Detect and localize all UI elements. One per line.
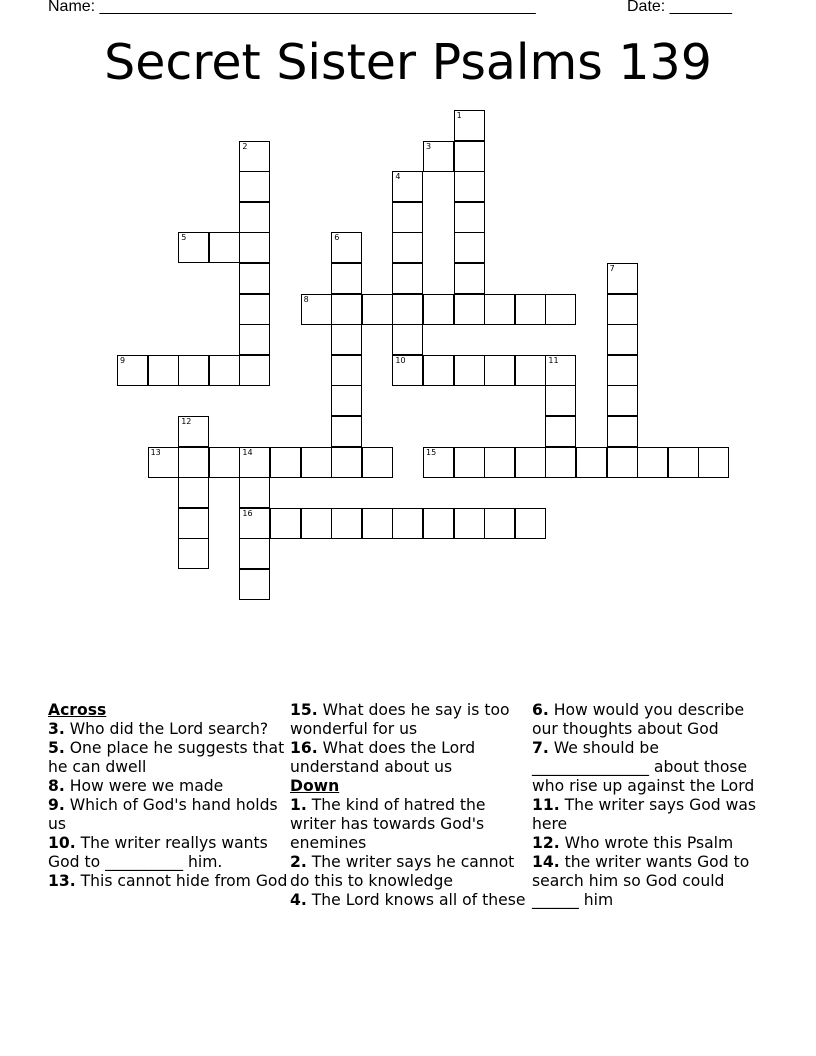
cell-number: 7: [609, 264, 615, 273]
crossword-cell[interactable]: [331, 355, 362, 386]
clue-text: The kind of hatred the writer has towards God's enemines: [290, 796, 486, 852]
clue-item: [48, 796, 288, 834]
crossword-cell[interactable]: [454, 141, 485, 172]
clue-number: 7.: [532, 739, 549, 757]
crossword-cell[interactable]: [178, 508, 209, 539]
crossword-cell[interactable]: [239, 569, 270, 600]
crossword-cell[interactable]: [178, 538, 209, 569]
crossword-cell[interactable]: [454, 232, 485, 263]
clue-text: The writer says God was here: [532, 796, 757, 833]
crossword-cell[interactable]: [331, 324, 362, 355]
cell-number: 11: [548, 355, 559, 365]
date-field-label: Date: _______: [627, 0, 732, 15]
clue-number: 10.: [48, 834, 76, 852]
crossword-cell[interactable]: [637, 447, 668, 478]
cell-number: 1: [456, 111, 462, 120]
cell-number: 8: [303, 294, 309, 304]
cell-number: 4: [395, 172, 401, 182]
crossword-cell[interactable]: [331, 508, 362, 539]
crossword-cell[interactable]: [392, 355, 423, 386]
clue-text: This cannot hide from God: [80, 872, 288, 890]
crossword-cell[interactable]: [331, 263, 362, 294]
clue-item: [48, 720, 288, 739]
crossword-cell[interactable]: [239, 141, 270, 172]
crossword-cell[interactable]: [515, 447, 546, 478]
crossword-cell[interactable]: [545, 447, 576, 478]
crossword-cell[interactable]: [209, 232, 240, 263]
clue-item: [290, 853, 530, 891]
crossword-cell[interactable]: [239, 263, 270, 294]
crossword-cell[interactable]: [484, 508, 515, 539]
crossword-cell[interactable]: [607, 447, 638, 478]
clue-text: Which of God's hand holds us: [48, 796, 278, 833]
crossword-cell[interactable]: [607, 294, 638, 325]
crossword-cell[interactable]: [270, 447, 301, 478]
crossword-cell[interactable]: [331, 447, 362, 478]
clue-item: [290, 739, 530, 777]
crossword-cell[interactable]: [117, 355, 148, 386]
clue-item: [532, 834, 772, 853]
crossword-cell[interactable]: [301, 447, 332, 478]
crossword-cell[interactable]: [484, 294, 515, 325]
clue-number: 12.: [532, 834, 560, 852]
clue-text: What does he say is too wonderful for us: [290, 701, 510, 738]
crossword-cell[interactable]: [515, 508, 546, 539]
crossword-cell[interactable]: [178, 355, 209, 386]
clue-item: [532, 739, 772, 796]
crossword-cell[interactable]: [454, 202, 485, 233]
crossword-cell[interactable]: [331, 385, 362, 416]
crossword-cell[interactable]: [454, 508, 485, 539]
clue-number: 4.: [290, 891, 307, 909]
crossword-cell[interactable]: [454, 447, 485, 478]
clue-text: Who wrote this Psalm: [564, 834, 734, 852]
crossword-cell[interactable]: [239, 232, 270, 263]
crossword-cell[interactable]: [392, 171, 423, 202]
clue-text: the writer wants God to search him so God could ______ him: [532, 853, 750, 909]
crossword-cell[interactable]: [423, 355, 454, 386]
crossword-cell[interactable]: [698, 447, 729, 478]
crossword-cell[interactable]: [148, 355, 179, 386]
crossword-cell[interactable]: [515, 355, 546, 386]
crossword-cell[interactable]: [178, 447, 209, 478]
clue-text: The Lord knows all of these: [311, 891, 526, 909]
crossword-cell[interactable]: [392, 294, 423, 325]
crossword-cell[interactable]: [362, 508, 393, 539]
crossword-cell[interactable]: [545, 294, 576, 325]
crossword-cell[interactable]: [392, 232, 423, 263]
crossword-cell[interactable]: [392, 324, 423, 355]
crossword-cell[interactable]: [209, 355, 240, 386]
clue-number: 13.: [48, 872, 76, 890]
page-title: Secret Sister Psalms 139: [104, 34, 712, 91]
crossword-cell[interactable]: [239, 294, 270, 325]
clue-item: [48, 739, 288, 777]
crossword-cell[interactable]: [454, 294, 485, 325]
cell-number: 12: [181, 417, 192, 426]
crossword-cell[interactable]: [515, 294, 546, 325]
crossword-cell[interactable]: [239, 508, 270, 539]
crossword-cell[interactable]: [362, 447, 393, 478]
crossword-cell[interactable]: [148, 447, 179, 478]
cell-number: 13: [150, 447, 161, 457]
crossword-cell[interactable]: [239, 202, 270, 233]
crossword-cell[interactable]: [607, 355, 638, 386]
cell-number: 10: [395, 355, 406, 365]
clue-number: 11.: [532, 796, 560, 814]
crossword-cell[interactable]: [239, 538, 270, 569]
crossword-cell[interactable]: [239, 355, 270, 386]
clue-text: Who did the Lord search?: [69, 720, 269, 738]
clue-text: The writer says he cannot do this to knowledge: [290, 853, 515, 890]
crossword-cell[interactable]: [607, 385, 638, 416]
clue-item: [290, 796, 530, 853]
clue-column-2: [290, 701, 530, 910]
crossword-cell[interactable]: [576, 447, 607, 478]
crossword-cell[interactable]: [454, 263, 485, 294]
crossword-cell[interactable]: [545, 385, 576, 416]
crossword-cell[interactable]: [484, 355, 515, 386]
cell-number: 6: [334, 233, 340, 243]
clue-number: 8.: [48, 777, 65, 795]
crossword-cell[interactable]: [607, 324, 638, 355]
crossword-cell[interactable]: [423, 508, 454, 539]
clue-text: One place he suggests that he can dwell: [48, 739, 285, 776]
clue-number: 14.: [532, 853, 560, 871]
clue-column-3: [532, 701, 772, 910]
crossword-cell[interactable]: [239, 447, 270, 478]
clue-item: [48, 872, 288, 891]
cell-number: 3: [426, 141, 432, 151]
clue-number: 3.: [48, 720, 65, 738]
crossword-cell[interactable]: [607, 263, 638, 294]
crossword-cell[interactable]: [331, 416, 362, 447]
crossword-cell[interactable]: [545, 416, 576, 447]
cell-number: 16: [242, 508, 253, 518]
crossword-cell[interactable]: [545, 355, 576, 386]
clue-item: [532, 853, 772, 910]
crossword-cell[interactable]: [331, 232, 362, 263]
clue-text: What does the Lord understand about us: [290, 739, 476, 776]
cell-number: 15: [426, 447, 437, 457]
crossword-cell[interactable]: [239, 171, 270, 202]
crossword-cell[interactable]: [423, 294, 454, 325]
cell-number: 5: [181, 233, 187, 243]
clue-text: The writer reallys wants God to __________ him.: [48, 834, 268, 871]
crossword-cell[interactable]: [454, 171, 485, 202]
clue-number: 6.: [532, 701, 549, 719]
crossword-cell[interactable]: [454, 355, 485, 386]
clue-section-heading: Across: [48, 701, 107, 719]
clue-number: 1.: [290, 796, 307, 814]
crossword-cell[interactable]: [239, 477, 270, 508]
crossword-cell[interactable]: [301, 508, 332, 539]
crossword-cell[interactable]: [423, 447, 454, 478]
clue-number: 5.: [48, 739, 65, 757]
crossword-cell[interactable]: [423, 141, 454, 172]
clue-number: 9.: [48, 796, 65, 814]
crossword-cell[interactable]: [178, 477, 209, 508]
clue-section-heading: Down: [290, 777, 340, 795]
clue-item: [48, 834, 288, 872]
crossword-cell[interactable]: [178, 416, 209, 447]
crossword-cell[interactable]: [209, 447, 240, 478]
clue-number: 15.: [290, 701, 318, 719]
crossword-cell[interactable]: [668, 447, 699, 478]
crossword-cell[interactable]: [178, 232, 209, 263]
crossword-cell[interactable]: [392, 508, 423, 539]
crossword-cell[interactable]: [454, 110, 485, 141]
clue-number: 16.: [290, 739, 318, 757]
cell-number: 2: [242, 141, 248, 151]
crossword-cell[interactable]: [239, 324, 270, 355]
clue-column-1: [48, 701, 288, 891]
crossword-cell[interactable]: [607, 416, 638, 447]
cell-number: 9: [120, 355, 126, 365]
crossword-cell[interactable]: [270, 508, 301, 539]
clue-text: How were we made: [69, 777, 224, 795]
cell-number: 14: [242, 447, 253, 457]
clue-item: [290, 891, 530, 910]
clue-text: How would you describe our thoughts about God: [532, 701, 745, 738]
clue-item: [532, 796, 772, 834]
crossword-cell[interactable]: [484, 447, 515, 478]
crossword-cell[interactable]: [362, 294, 393, 325]
clue-text: We should be _______________ about those who rise up against the Lord: [532, 739, 755, 795]
name-field-label: Name: _________________________________________________: [48, 0, 536, 15]
crossword-cell[interactable]: [331, 294, 362, 325]
clue-item: [290, 701, 530, 739]
clue-item: [48, 777, 288, 796]
crossword-cell[interactable]: [392, 263, 423, 294]
crossword-cell[interactable]: [301, 294, 332, 325]
clue-item: [532, 701, 772, 739]
crossword-cell[interactable]: [392, 202, 423, 233]
clue-number: 2.: [290, 853, 307, 871]
